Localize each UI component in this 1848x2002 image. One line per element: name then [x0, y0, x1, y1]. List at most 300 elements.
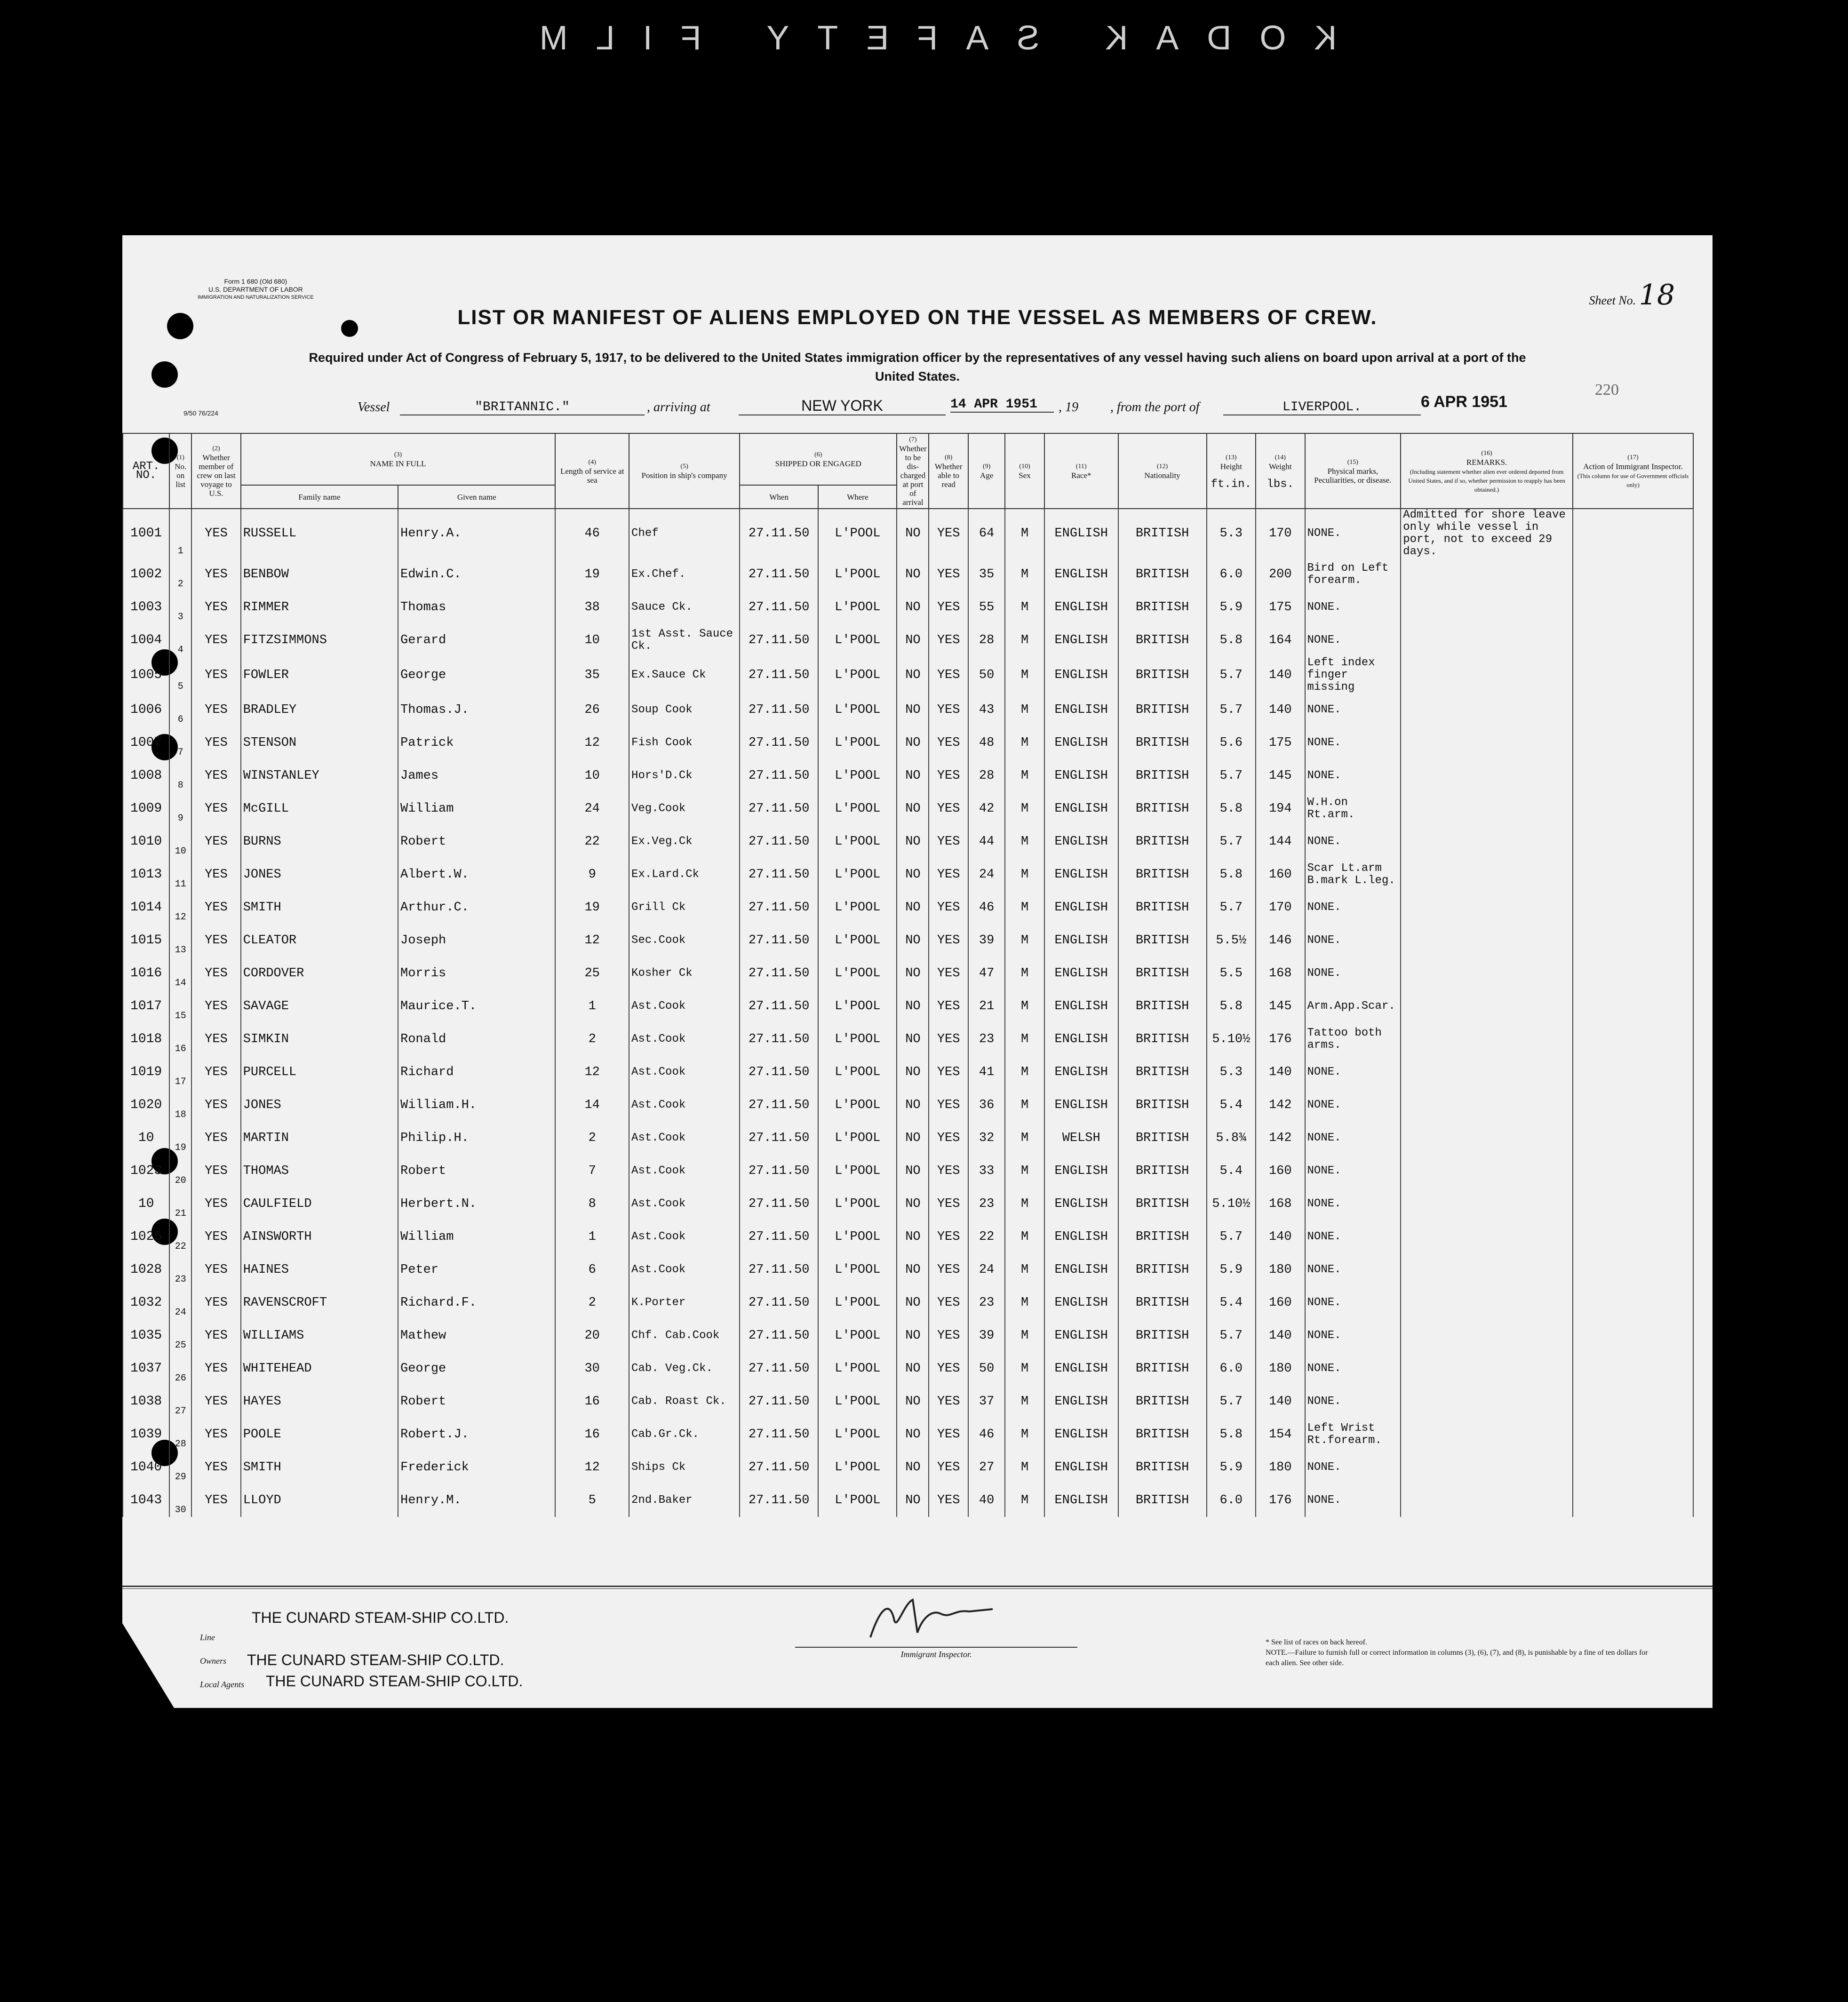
cell-to-be-discharged: NO — [897, 1286, 929, 1319]
cell-shipped-when: 27.11.50 — [740, 657, 818, 694]
cell-physical-marks: Left index finger missing — [1305, 657, 1401, 694]
cell-race: ENGLISH — [1044, 694, 1118, 726]
cell-position: 2nd.Baker — [629, 1484, 740, 1517]
cell-able-to-read: YES — [929, 825, 968, 858]
cell-list-number: 19 — [169, 1122, 191, 1155]
cell-given-name: Morris — [398, 957, 555, 990]
cell-to-be-discharged: NO — [897, 891, 929, 924]
cell-inspector-action — [1573, 657, 1693, 694]
cell-inspector-action — [1573, 759, 1693, 792]
cell-nationality: BRITISH — [1118, 792, 1207, 825]
cell-shipped-where: L'POOL — [818, 924, 897, 957]
cell-sex: M — [1005, 759, 1044, 792]
cell-shipped-where: L'POOL — [818, 891, 897, 924]
cell-sex: M — [1005, 1220, 1044, 1253]
cell-art-number: 1043 — [123, 1484, 169, 1517]
cell-sex: M — [1005, 1484, 1044, 1517]
cell-given-name: William — [398, 792, 555, 825]
cell-able-to-read: YES — [929, 1056, 968, 1089]
header-shipped-or-engaged: (6) SHIPPED OR ENGAGED — [740, 433, 897, 485]
cell-height: 5.8 — [1207, 1418, 1256, 1451]
cell-given-name: Robert.J. — [398, 1418, 555, 1451]
cell-nationality: BRITISH — [1118, 1056, 1207, 1089]
cell-art-number: 1013 — [123, 858, 169, 891]
cell-list-number: 4 — [169, 624, 191, 657]
cell-physical-marks: NONE. — [1305, 825, 1401, 858]
cell-position: Fish Cook — [629, 726, 740, 759]
cell-to-be-discharged: NO — [897, 858, 929, 891]
cell-nationality: BRITISH — [1118, 726, 1207, 759]
cell-family-name: JONES — [241, 1089, 398, 1122]
cell-position: Ex.Sauce Ck — [629, 657, 740, 694]
cell-inspector-action — [1573, 891, 1693, 924]
cell-position: Soup Cook — [629, 694, 740, 726]
cell-shipped-where: L'POOL — [818, 1220, 897, 1253]
cell-crew-last-voyage: YES — [191, 1122, 240, 1155]
cell-weight: 145 — [1256, 759, 1305, 792]
cell-remarks — [1401, 1385, 1573, 1418]
cell-length-of-service: 12 — [555, 726, 629, 759]
cell-length-of-service: 2 — [555, 1286, 629, 1319]
cell-crew-last-voyage: YES — [191, 1220, 240, 1253]
cell-shipped-when: 27.11.50 — [740, 509, 818, 558]
cell-shipped-where: L'POOL — [818, 1352, 897, 1385]
cell-length-of-service: 6 — [555, 1253, 629, 1286]
cell-nationality: BRITISH — [1118, 1352, 1207, 1385]
cell-shipped-when: 27.11.50 — [740, 591, 818, 624]
cell-length-of-service: 20 — [555, 1319, 629, 1352]
cell-inspector-action — [1573, 1319, 1693, 1352]
from-port-label: , from the port of — [1110, 400, 1200, 415]
cell-nationality: BRITISH — [1118, 509, 1207, 558]
cell-given-name: Richard.F. — [398, 1286, 555, 1319]
cell-race: ENGLISH — [1044, 726, 1118, 759]
cell-remarks — [1401, 1188, 1573, 1220]
cell-height: 5.6 — [1207, 726, 1256, 759]
cell-family-name: WINSTANLEY — [241, 759, 398, 792]
cell-shipped-where: L'POOL — [818, 1122, 897, 1155]
page-subtitle: Required under Act of Congress of February 5, 1917, to be delivered to the United States immigration officer by the representatives of any vessel having such aliens on board upon arrival at a port of the United States. — [309, 351, 1526, 383]
cell-weight: 180 — [1256, 1451, 1305, 1484]
cell-age: 39 — [968, 1319, 1005, 1352]
cell-art-number: 1028 — [123, 1253, 169, 1286]
cell-given-name: Thomas.J. — [398, 694, 555, 726]
cell-weight: 180 — [1256, 1352, 1305, 1385]
cell-art-number: 1037 — [123, 1352, 169, 1385]
cell-position: Kosher Ck — [629, 957, 740, 990]
cell-given-name: James — [398, 759, 555, 792]
table-row — [123, 1484, 1693, 1517]
cell-able-to-read: YES — [929, 1188, 968, 1220]
cell-sex: M — [1005, 1056, 1044, 1089]
cell-race: ENGLISH — [1044, 1418, 1118, 1451]
cell-sex: M — [1005, 1089, 1044, 1122]
cell-race: ENGLISH — [1044, 1188, 1118, 1220]
cell-race: ENGLISH — [1044, 1155, 1118, 1188]
cell-shipped-when: 27.11.50 — [740, 1484, 818, 1517]
cell-crew-last-voyage: YES — [191, 1056, 240, 1089]
cell-shipped-when: 27.11.50 — [740, 1418, 818, 1451]
cell-position: Ex.Lard.Ck — [629, 858, 740, 891]
header-name-in-full: (3) NAME IN FULL — [241, 433, 556, 485]
cell-nationality: BRITISH — [1118, 1484, 1207, 1517]
cell-family-name: CORDOVER — [241, 957, 398, 990]
cell-remarks — [1401, 1418, 1573, 1451]
table-row — [123, 1418, 1693, 1451]
cell-to-be-discharged: NO — [897, 792, 929, 825]
cell-crew-last-voyage: YES — [191, 1286, 240, 1319]
cell-remarks — [1401, 1122, 1573, 1155]
cell-shipped-where: L'POOL — [818, 1155, 897, 1188]
cell-crew-last-voyage: YES — [191, 624, 240, 657]
cell-height: 5.10½ — [1207, 1188, 1256, 1220]
cell-remarks — [1401, 891, 1573, 924]
cell-remarks — [1401, 726, 1573, 759]
cell-list-number: 27 — [169, 1385, 191, 1418]
cell-length-of-service: 22 — [555, 825, 629, 858]
cell-art-number: 1039 — [123, 1418, 169, 1451]
cell-given-name: Robert — [398, 1385, 555, 1418]
cell-remarks — [1401, 1319, 1573, 1352]
cell-shipped-when: 27.11.50 — [740, 792, 818, 825]
film-edge-marking: KODAK SAFETY FILM — [511, 19, 1337, 57]
cell-position: Sauce Ck. — [629, 591, 740, 624]
header-family-name: Family name — [241, 485, 398, 509]
header-when: When — [740, 485, 818, 509]
cell-family-name: PURCELL — [241, 1056, 398, 1089]
cell-nationality: BRITISH — [1118, 891, 1207, 924]
cell-list-number: 12 — [169, 891, 191, 924]
cell-shipped-where: L'POOL — [818, 957, 897, 990]
cell-nationality: BRITISH — [1118, 591, 1207, 624]
manifest-page-number: 220 — [1595, 381, 1619, 399]
cell-shipped-when: 27.11.50 — [740, 759, 818, 792]
inspector-signature — [861, 1590, 1002, 1647]
cell-given-name: William.H. — [398, 1089, 555, 1122]
cell-length-of-service: 16 — [555, 1418, 629, 1451]
cell-to-be-discharged: NO — [897, 825, 929, 858]
cell-age: 50 — [968, 1352, 1005, 1385]
cell-crew-last-voyage: YES — [191, 825, 240, 858]
cell-position: Veg.Cook — [629, 792, 740, 825]
cell-physical-marks: NONE. — [1305, 957, 1401, 990]
cell-length-of-service: 46 — [555, 509, 629, 558]
table-row — [123, 657, 1693, 694]
cell-height: 5.7 — [1207, 1220, 1256, 1253]
cell-weight: 142 — [1256, 1122, 1305, 1155]
header-art-no: ART. NO. — [123, 433, 169, 509]
cell-family-name: AINSWORTH — [241, 1220, 398, 1253]
cell-race: ENGLISH — [1044, 558, 1118, 591]
cell-family-name: RAVENSCROFT — [241, 1286, 398, 1319]
cell-crew-last-voyage: YES — [191, 1089, 240, 1122]
cell-shipped-where: L'POOL — [818, 1484, 897, 1517]
cell-nationality: BRITISH — [1118, 957, 1207, 990]
cell-height: 5.5 — [1207, 957, 1256, 990]
cell-race: ENGLISH — [1044, 1484, 1118, 1517]
cell-height: 6.0 — [1207, 1352, 1256, 1385]
cell-remarks: Admitted for shore leave only while vessel in port, not to exceed 29 days. — [1401, 509, 1573, 558]
cell-race: WELSH — [1044, 1122, 1118, 1155]
cell-to-be-discharged: NO — [897, 1418, 929, 1451]
cell-list-number: 10 — [169, 825, 191, 858]
cell-race: ENGLISH — [1044, 957, 1118, 990]
local-agents-value: THE CUNARD STEAM-SHIP CO.LTD. — [266, 1673, 523, 1690]
cell-physical-marks: W.H.on Rt.arm. — [1305, 792, 1401, 825]
year-label: , 19 — [1059, 400, 1078, 415]
cell-to-be-discharged: NO — [897, 1089, 929, 1122]
form-number: Form 1 680 (Old 680) — [224, 278, 287, 285]
department-name: U.S. DEPARTMENT OF LABOR — [208, 286, 303, 293]
cell-shipped-when: 27.11.50 — [740, 858, 818, 891]
table-row — [123, 591, 1693, 624]
cell-crew-last-voyage: YES — [191, 759, 240, 792]
cell-given-name: Robert — [398, 825, 555, 858]
immigrant-inspector-label: Immigrant Inspector. — [795, 1647, 1077, 1659]
cell-art-number: 1035 — [123, 1319, 169, 1352]
cell-length-of-service: 1 — [555, 990, 629, 1023]
cell-remarks — [1401, 825, 1573, 858]
cell-position: Cab. Veg.Ck. — [629, 1352, 740, 1385]
cell-crew-last-voyage: YES — [191, 558, 240, 591]
cell-art-number: 1018 — [123, 1023, 169, 1056]
table-row — [123, 726, 1693, 759]
cell-length-of-service: 12 — [555, 1056, 629, 1089]
table-row — [123, 924, 1693, 957]
cell-given-name: Mathew — [398, 1319, 555, 1352]
cell-art-number: 1016 — [123, 957, 169, 990]
cell-shipped-when: 27.11.50 — [740, 1089, 818, 1122]
cell-crew-last-voyage: YES — [191, 1352, 240, 1385]
cell-remarks — [1401, 591, 1573, 624]
cell-height: 5.8 — [1207, 990, 1256, 1023]
cell-list-number: 5 — [169, 657, 191, 694]
cell-shipped-when: 27.11.50 — [740, 694, 818, 726]
cell-race: ENGLISH — [1044, 924, 1118, 957]
cell-length-of-service: 2 — [555, 1023, 629, 1056]
cell-race: ENGLISH — [1044, 1352, 1118, 1385]
cell-race: ENGLISH — [1044, 990, 1118, 1023]
cell-inspector-action — [1573, 1253, 1693, 1286]
cell-family-name: HAYES — [241, 1385, 398, 1418]
cell-to-be-discharged: NO — [897, 726, 929, 759]
cell-weight: 160 — [1256, 1155, 1305, 1188]
cell-to-be-discharged: NO — [897, 1352, 929, 1385]
owners-label: Owners — [200, 1656, 227, 1666]
cell-race: ENGLISH — [1044, 1253, 1118, 1286]
cell-age: 44 — [968, 825, 1005, 858]
table-row — [123, 1352, 1693, 1385]
cell-crew-last-voyage: YES — [191, 891, 240, 924]
cell-art-number: 1014 — [123, 891, 169, 924]
cell-length-of-service: 19 — [555, 891, 629, 924]
cell-given-name: Albert.W. — [398, 858, 555, 891]
cell-inspector-action — [1573, 957, 1693, 990]
cell-weight: 194 — [1256, 792, 1305, 825]
cell-physical-marks: NONE. — [1305, 1385, 1401, 1418]
cell-able-to-read: YES — [929, 1352, 968, 1385]
cell-to-be-discharged: NO — [897, 759, 929, 792]
cell-length-of-service: 12 — [555, 1451, 629, 1484]
cell-to-be-discharged: NO — [897, 1122, 929, 1155]
vessel-name: "BRITANNIC." — [400, 400, 645, 415]
table-row — [123, 858, 1693, 891]
cell-shipped-where: L'POOL — [818, 990, 897, 1023]
cell-crew-last-voyage: YES — [191, 1188, 240, 1220]
cell-able-to-read: YES — [929, 509, 968, 558]
cell-list-number: 9 — [169, 792, 191, 825]
cell-weight: 140 — [1256, 1385, 1305, 1418]
cell-shipped-when: 27.11.50 — [740, 825, 818, 858]
cell-age: 64 — [968, 509, 1005, 558]
cell-given-name: Frederick — [398, 1451, 555, 1484]
cell-able-to-read: YES — [929, 1319, 968, 1352]
cell-list-number: 7 — [169, 726, 191, 759]
cell-remarks — [1401, 1056, 1573, 1089]
cell-remarks — [1401, 858, 1573, 891]
cell-able-to-read: YES — [929, 1418, 968, 1451]
cell-shipped-where: L'POOL — [818, 1319, 897, 1352]
cell-able-to-read: YES — [929, 694, 968, 726]
cell-inspector-action — [1573, 1188, 1693, 1220]
cell-sex: M — [1005, 1155, 1044, 1188]
cell-able-to-read: YES — [929, 990, 968, 1023]
cell-sex: M — [1005, 1352, 1044, 1385]
cell-sex: M — [1005, 509, 1044, 558]
local-agents-label: Local Agents — [200, 1680, 245, 1689]
cell-to-be-discharged: NO — [897, 990, 929, 1023]
cell-height: 5.7 — [1207, 1385, 1256, 1418]
cell-able-to-read: YES — [929, 1023, 968, 1056]
cell-weight: 160 — [1256, 858, 1305, 891]
cell-race: ENGLISH — [1044, 657, 1118, 694]
cell-nationality: BRITISH — [1118, 1385, 1207, 1418]
cell-race: ENGLISH — [1044, 1286, 1118, 1319]
cell-sex: M — [1005, 726, 1044, 759]
table-row — [123, 1155, 1693, 1188]
cell-able-to-read: YES — [929, 1484, 968, 1517]
cell-able-to-read: YES — [929, 1220, 968, 1253]
cell-list-number: 26 — [169, 1352, 191, 1385]
cell-art-number: 1007 — [123, 726, 169, 759]
cell-given-name: Herbert.N. — [398, 1188, 555, 1220]
cell-inspector-action — [1573, 924, 1693, 957]
cell-sex: M — [1005, 624, 1044, 657]
cell-art-number: 1040 — [123, 1451, 169, 1484]
cell-shipped-when: 27.11.50 — [740, 1385, 818, 1418]
cell-list-number: 14 — [169, 957, 191, 990]
cell-nationality: BRITISH — [1118, 1122, 1207, 1155]
cell-inspector-action — [1573, 1220, 1693, 1253]
cell-family-name: WHITEHEAD — [241, 1352, 398, 1385]
cell-art-number: 1005 — [123, 657, 169, 694]
cell-weight: 168 — [1256, 957, 1305, 990]
table-row — [123, 509, 1693, 558]
cell-able-to-read: YES — [929, 759, 968, 792]
cell-art-number: 1025 — [123, 1220, 169, 1253]
cell-shipped-when: 27.11.50 — [740, 990, 818, 1023]
cell-to-be-discharged: NO — [897, 1385, 929, 1418]
cell-to-be-discharged: NO — [897, 509, 929, 558]
cell-family-name: FOWLER — [241, 657, 398, 694]
manifest-sheet — [122, 235, 1713, 1708]
header-race: (11) Race* — [1044, 433, 1118, 509]
cell-art-number: 10 — [123, 1122, 169, 1155]
cell-family-name: RIMMER — [241, 591, 398, 624]
cell-to-be-discharged: NO — [897, 1056, 929, 1089]
table-row — [123, 1023, 1693, 1056]
line-label: Line — [200, 1633, 215, 1642]
cell-length-of-service: 30 — [555, 1352, 629, 1385]
cell-sex: M — [1005, 591, 1044, 624]
cell-able-to-read: YES — [929, 858, 968, 891]
cell-art-number: 10 — [123, 1188, 169, 1220]
cell-given-name: Richard — [398, 1056, 555, 1089]
cell-height: 6.0 — [1207, 558, 1256, 591]
cell-nationality: BRITISH — [1118, 759, 1207, 792]
header-discharged: (7) Whether to be dis-charged at port of arrival — [897, 433, 929, 509]
cell-race: ENGLISH — [1044, 891, 1118, 924]
cell-physical-marks: NONE. — [1305, 1451, 1401, 1484]
cell-age: 36 — [968, 1089, 1005, 1122]
cell-inspector-action — [1573, 1122, 1693, 1155]
cell-to-be-discharged: NO — [897, 1220, 929, 1253]
cell-length-of-service: 12 — [555, 924, 629, 957]
cell-remarks — [1401, 1023, 1573, 1056]
cell-family-name: POOLE — [241, 1418, 398, 1451]
cell-height: 5.4 — [1207, 1155, 1256, 1188]
cell-list-number: 2 — [169, 558, 191, 591]
cell-position: Sec.Cook — [629, 924, 740, 957]
cell-height: 5.9 — [1207, 1451, 1256, 1484]
cell-physical-marks: NONE. — [1305, 591, 1401, 624]
cell-to-be-discharged: NO — [897, 1253, 929, 1286]
cell-height: 5.9 — [1207, 1253, 1256, 1286]
page-title: LIST OR MANIFEST OF ALIENS EMPLOYED ON THE VESSEL AS MEMBERS OF CREW. — [457, 306, 1378, 329]
cell-weight: 154 — [1256, 1418, 1305, 1451]
cell-crew-last-voyage: YES — [191, 726, 240, 759]
cell-to-be-discharged: NO — [897, 1188, 929, 1220]
cell-physical-marks: Arm.App.Scar. — [1305, 990, 1401, 1023]
punch-hole — [151, 361, 178, 388]
cell-sex: M — [1005, 657, 1044, 694]
cell-inspector-action — [1573, 1155, 1693, 1188]
cell-physical-marks: NONE. — [1305, 759, 1401, 792]
cell-nationality: BRITISH — [1118, 825, 1207, 858]
cell-able-to-read: YES — [929, 924, 968, 957]
cell-age: 22 — [968, 1220, 1005, 1253]
cell-remarks — [1401, 657, 1573, 694]
arrival-date: 14 APR 1951 — [950, 397, 1054, 413]
cell-list-number: 28 — [169, 1418, 191, 1451]
cell-physical-marks: NONE. — [1305, 509, 1401, 558]
cell-weight: 142 — [1256, 1089, 1305, 1122]
cell-position: Ast.Cook — [629, 1056, 740, 1089]
cell-weight: 170 — [1256, 891, 1305, 924]
cell-physical-marks: NONE. — [1305, 1484, 1401, 1517]
table-row — [123, 1253, 1693, 1286]
cell-list-number: 3 — [169, 591, 191, 624]
cell-list-number: 30 — [169, 1484, 191, 1517]
cell-length-of-service: 14 — [555, 1089, 629, 1122]
cell-list-number: 6 — [169, 694, 191, 726]
cell-weight: 140 — [1256, 1319, 1305, 1352]
cell-race: ENGLISH — [1044, 1023, 1118, 1056]
cell-length-of-service: 38 — [555, 591, 629, 624]
cell-sex: M — [1005, 825, 1044, 858]
cell-weight: 140 — [1256, 657, 1305, 694]
footer-divider — [122, 1586, 1713, 1587]
